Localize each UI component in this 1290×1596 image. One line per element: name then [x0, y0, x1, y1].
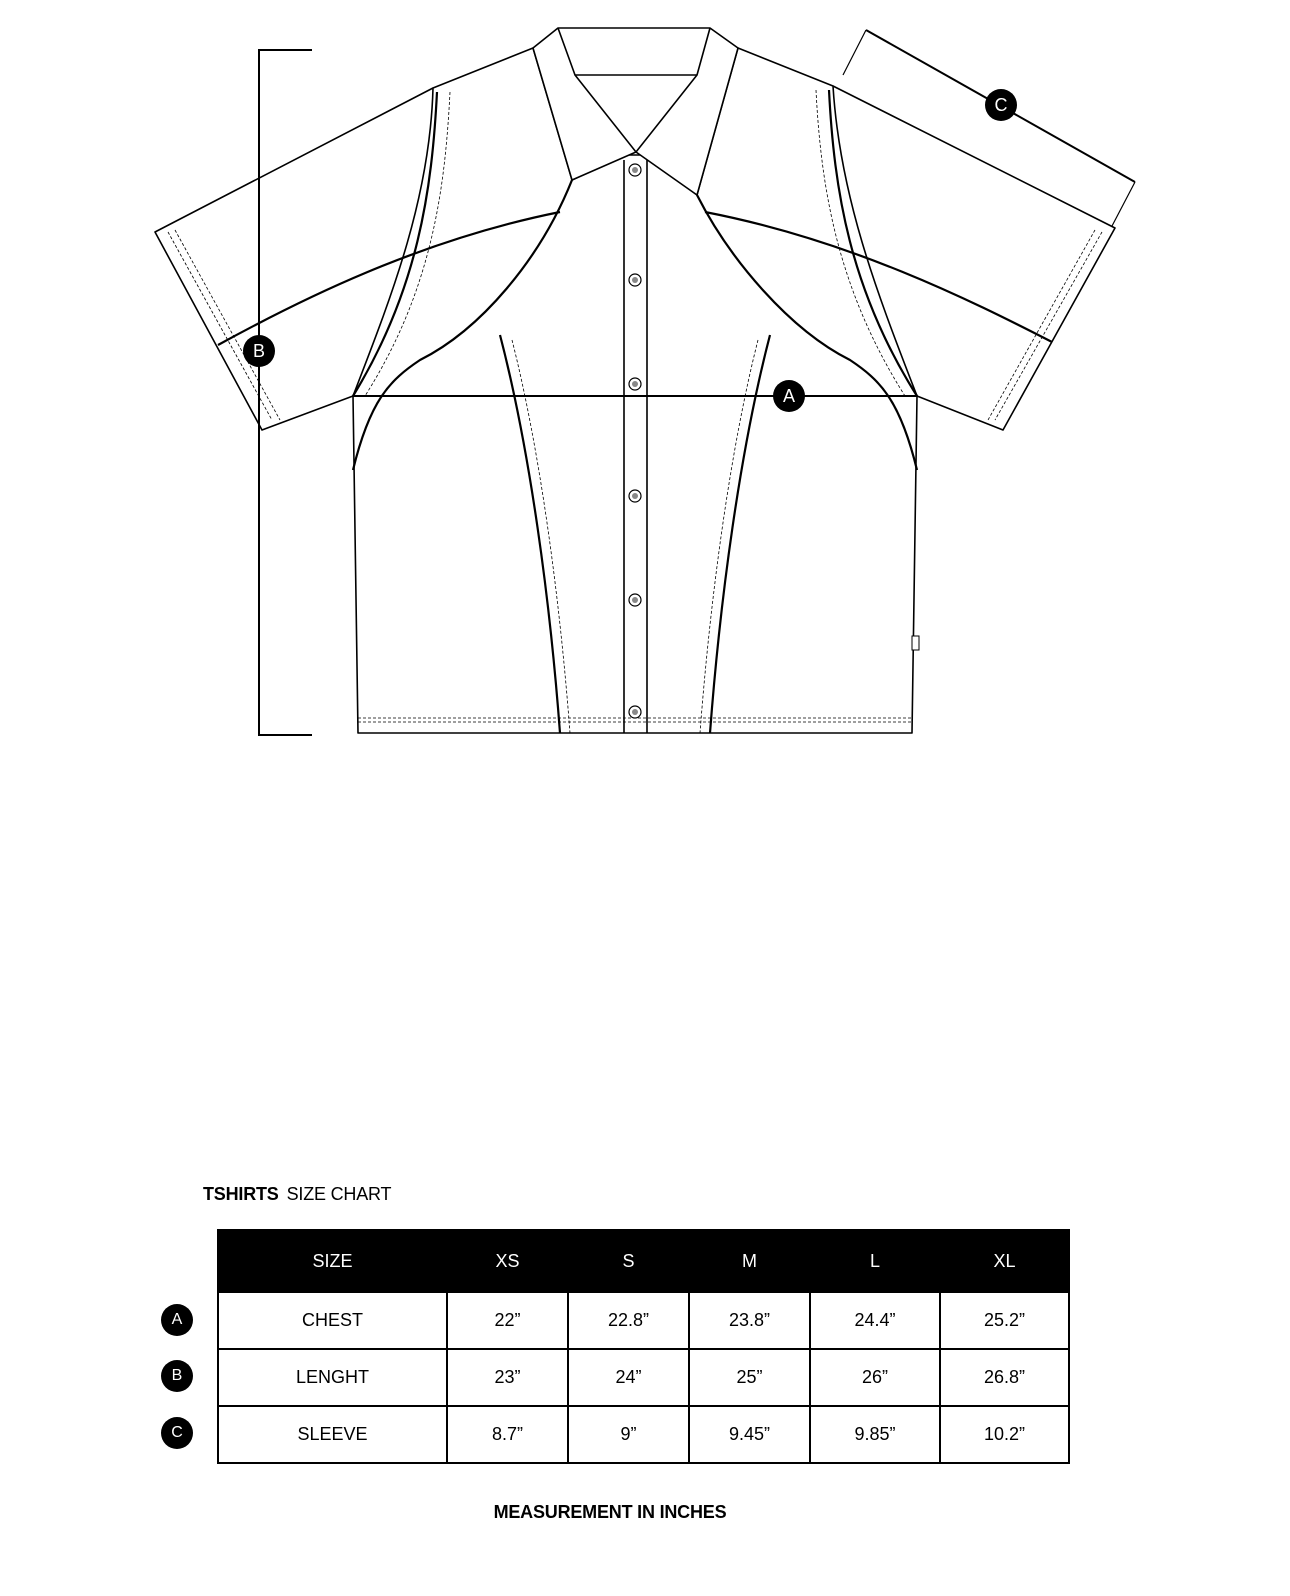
marker-a-text: A	[782, 386, 796, 406]
size-chart-title-bold: TSHIRTS	[203, 1184, 279, 1204]
side-label-tag	[912, 636, 919, 650]
header-xl: XL	[940, 1230, 1069, 1292]
table-cell: 8.7”	[447, 1406, 568, 1463]
shirt-body	[353, 396, 917, 733]
table-cell: 22”	[447, 1292, 568, 1349]
row-badge-b: B	[161, 1360, 193, 1392]
table-cell: 24”	[568, 1349, 689, 1406]
header-m: M	[689, 1230, 810, 1292]
table-cell: 9”	[568, 1406, 689, 1463]
table-row-sleeve	[218, 1406, 1069, 1463]
marker-badge-b	[243, 335, 275, 367]
row-label-sleeve: SLEEVE	[218, 1406, 447, 1463]
table-cell: 26.8”	[940, 1349, 1069, 1406]
table-header-row	[218, 1230, 1069, 1292]
marker-badge-a	[773, 380, 805, 412]
table-cell: 26”	[810, 1349, 940, 1406]
measurement-note: MEASUREMENT IN INCHES	[493, 1502, 727, 1522]
header-xs: XS	[447, 1230, 568, 1292]
marker-b-text: B	[252, 341, 266, 361]
table-row-length	[218, 1349, 1069, 1406]
table-cell: 23.8”	[689, 1292, 810, 1349]
size-chart-title	[203, 1184, 391, 1205]
table-cell: 10.2”	[940, 1406, 1069, 1463]
header-l: L	[810, 1230, 940, 1292]
size-chart-table	[217, 1229, 1070, 1464]
marker-badge-c	[985, 89, 1017, 121]
row-badge-c: C	[161, 1417, 193, 1449]
row-badge-a: A	[161, 1304, 193, 1336]
table-cell: 9.45”	[689, 1406, 810, 1463]
shirt-technical-drawing	[0, 0, 1290, 780]
row-label-chest: CHEST	[218, 1292, 447, 1349]
table-cell: 25.2”	[940, 1292, 1069, 1349]
header-size: SIZE	[218, 1230, 447, 1292]
row-label-length: LENGHT	[218, 1349, 447, 1406]
marker-c-text: C	[994, 95, 1008, 115]
size-chart-title-rest: SIZE CHART	[286, 1184, 392, 1204]
table-row-chest	[218, 1292, 1069, 1349]
header-s: S	[568, 1230, 689, 1292]
table-cell: 22.8”	[568, 1292, 689, 1349]
table-cell: 25”	[689, 1349, 810, 1406]
table-cell: 9.85”	[810, 1406, 940, 1463]
table-cell: 23”	[447, 1349, 568, 1406]
table-cell: 24.4”	[810, 1292, 940, 1349]
